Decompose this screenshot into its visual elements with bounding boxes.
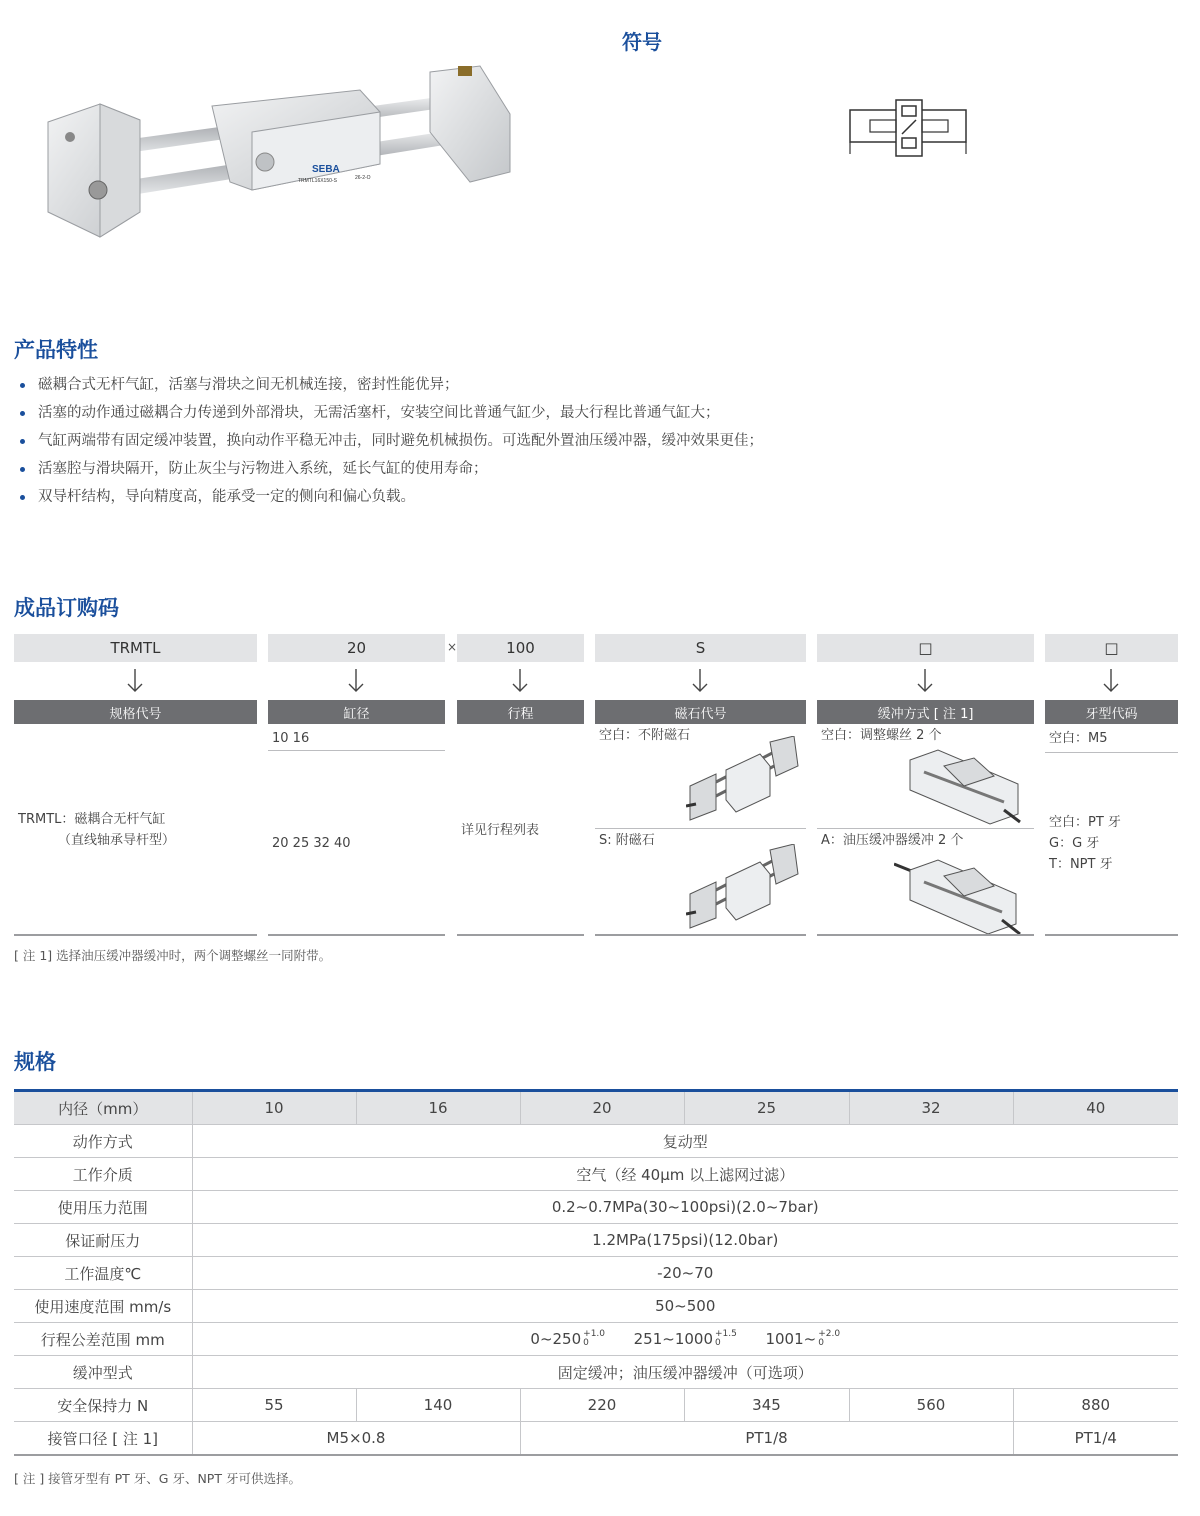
tol-range: 251~1000 xyxy=(633,1329,713,1348)
spec-model-line2: （直线轴承导杆型） xyxy=(58,833,176,848)
arrow-down-icon xyxy=(510,667,530,695)
row-value: 220 xyxy=(520,1389,684,1422)
feature-item: 气缸两端带有固定缓冲装置，换向动作平稳无冲击，同时避免机械损伤。可选配外置油压缓冲器，缓冲效果更佳； xyxy=(14,427,1174,455)
stroke-tolerance-value xyxy=(192,1323,1178,1356)
label-thread: 牙型代码 xyxy=(1045,700,1178,724)
row-value: 1.2MPa(175psi)(12.0bar) xyxy=(192,1224,1178,1257)
code-bore: 20 xyxy=(268,634,445,662)
spec-note: [ 注 ] 接管牙型有 PT 牙、G 牙、NPT 牙可供选择。 xyxy=(14,1471,301,1486)
row-value: 固定缓冲；油压缓冲器缓冲（可选项） xyxy=(192,1356,1178,1389)
cushion-blank: 空白：调整螺丝 2 个 xyxy=(821,728,942,743)
tol-lower: 0 xyxy=(818,1338,824,1349)
row-value: 50~500 xyxy=(192,1290,1178,1323)
tol-lower: 0 xyxy=(583,1338,589,1349)
table-row xyxy=(14,1158,1178,1191)
row-value: 345 xyxy=(684,1389,849,1422)
tol-upper: +1.5 xyxy=(715,1329,737,1340)
arrow-down-icon xyxy=(1101,667,1121,695)
feature-item: 双导杆结构，导向精度高，能承受一定的侧向和偏心负载。 xyxy=(14,483,1174,511)
product-tag-label: 26-2-O xyxy=(355,175,371,181)
code-model: TRMTL xyxy=(14,634,257,662)
label-model: 规格代号 xyxy=(14,700,257,724)
row-value: PT1/8 xyxy=(520,1422,1013,1456)
row-label: 缓冲型式 xyxy=(14,1356,192,1389)
tol-range: 0~250 xyxy=(530,1329,582,1348)
features-title: 产品特性 xyxy=(14,338,98,362)
thread-pt: 空白：PT 牙 xyxy=(1049,815,1121,830)
product-image xyxy=(40,62,530,242)
table-row xyxy=(14,1191,1178,1224)
row-value: M5×0.8 xyxy=(192,1422,520,1456)
code-times: × xyxy=(447,640,458,654)
row-label: 保证耐压力 xyxy=(14,1224,192,1257)
thread-npt: T：NPT 牙 xyxy=(1049,857,1113,872)
spec-header-label: 内径（mm） xyxy=(14,1091,192,1125)
divider xyxy=(817,828,1034,829)
spec-table xyxy=(14,1089,1178,1456)
divider xyxy=(595,828,806,829)
divider xyxy=(268,750,445,751)
magnet-blank: 空白：不附磁石 xyxy=(599,728,691,743)
row-value: -20~70 xyxy=(192,1257,1178,1290)
spec-model-line1: TRMTL：磁耦合无杆气缸 xyxy=(18,812,166,827)
code-stroke: 100 xyxy=(457,634,584,662)
divider xyxy=(817,934,1034,936)
row-label: 工作介质 xyxy=(14,1158,192,1191)
thread-g: G：G 牙 xyxy=(1049,836,1100,851)
table-row xyxy=(14,1323,1178,1356)
row-value: PT1/4 xyxy=(1013,1422,1178,1456)
pneumatic-symbol xyxy=(846,98,970,158)
divider xyxy=(595,934,806,936)
table-row xyxy=(14,1422,1178,1456)
table-row xyxy=(14,1224,1178,1257)
bore-large: 20 25 32 40 xyxy=(272,836,351,851)
feature-item: 活塞腔与滑块隔开，防止灰尘与污物进入系统，延长气缸的使用寿命； xyxy=(14,455,1174,483)
tol-limits xyxy=(715,1330,737,1348)
feature-item: 活塞的动作通过磁耦合力传递到外部滑块，无需活塞杆，安装空间比普通气缸少，最大行程比普通气缸大； xyxy=(14,399,1174,427)
row-label: 工作温度℃ xyxy=(14,1257,192,1290)
cylinder-without-magnet-image xyxy=(686,736,802,824)
spec-title: 规格 xyxy=(14,1050,56,1074)
divider xyxy=(457,934,584,936)
cylinder-with-magnet-image xyxy=(686,844,802,932)
spec-bore: 20 xyxy=(520,1091,684,1125)
row-value: 560 xyxy=(849,1389,1013,1422)
row-value: 复动型 xyxy=(192,1125,1178,1158)
spec-bore: 10 xyxy=(192,1091,356,1125)
row-value: 空气（经 40μm 以上滤网过滤） xyxy=(192,1158,1178,1191)
row-value: 0.2~0.7MPa(30~100psi)(2.0~7bar) xyxy=(192,1191,1178,1224)
label-magnet: 磁石代号 xyxy=(595,700,806,724)
spec-header-row xyxy=(14,1091,1178,1125)
label-cushion: 缓冲方式 [ 注 1] xyxy=(817,700,1034,724)
arrow-down-icon xyxy=(125,667,145,695)
tol-range: 1001~ xyxy=(765,1329,817,1348)
row-label: 动作方式 xyxy=(14,1125,192,1158)
row-value: 880 xyxy=(1013,1389,1178,1422)
product-brand: SEBA xyxy=(312,164,340,175)
label-bore: 缸径 xyxy=(268,700,445,724)
spec-bore: 40 xyxy=(1013,1091,1178,1125)
row-label: 使用速度范围 mm/s xyxy=(14,1290,192,1323)
tol-limits xyxy=(583,1330,605,1348)
product-model-label: TRMTL16X150-S xyxy=(298,178,337,184)
row-label: 使用压力范围 xyxy=(14,1191,192,1224)
bore-small: 10 16 xyxy=(272,731,310,746)
order-code-note: [ 注 1] 选择油压缓冲器缓冲时，两个调整螺丝一同附带。 xyxy=(14,948,332,963)
arrow-down-icon xyxy=(690,667,710,695)
magnet-s: S: 附磁石 xyxy=(599,833,655,848)
row-value: 140 xyxy=(356,1389,520,1422)
divider xyxy=(1045,934,1178,936)
spec-bore: 32 xyxy=(849,1091,1013,1125)
table-row xyxy=(14,1290,1178,1323)
table-row xyxy=(14,1356,1178,1389)
tol-upper: +2.0 xyxy=(818,1329,841,1340)
label-stroke: 行程 xyxy=(457,700,584,724)
cylinder-shock-absorber-image xyxy=(894,850,1024,936)
row-label: 接管口径 [ 注 1] xyxy=(14,1422,192,1456)
code-cushion: □ xyxy=(817,634,1034,662)
thread-small: 空白：M5 xyxy=(1049,731,1108,746)
row-label: 行程公差范围 mm xyxy=(14,1323,192,1356)
tol-lower: 0 xyxy=(715,1338,721,1349)
arrow-down-icon xyxy=(915,667,935,695)
feature-item: 磁耦合式无杆气缸，活塞与滑块之间无机械连接，密封性能优异； xyxy=(14,371,1174,399)
divider xyxy=(268,934,445,936)
cylinder-screw-cushion-image xyxy=(904,740,1024,826)
tol-limits xyxy=(818,1330,840,1348)
spec-bore: 25 xyxy=(684,1091,849,1125)
tol-upper: +1.0 xyxy=(583,1329,606,1340)
table-row xyxy=(14,1257,1178,1290)
code-magnet: S xyxy=(595,634,806,662)
cushion-a: A：油压缓冲器缓冲 2 个 xyxy=(821,833,964,848)
features-list xyxy=(14,371,1174,511)
code-thread: □ xyxy=(1045,634,1178,662)
table-row xyxy=(14,1125,1178,1158)
divider xyxy=(14,934,257,936)
symbol-title: 符号 xyxy=(622,30,662,54)
stroke-text: 详见行程列表 xyxy=(461,823,540,838)
table-row xyxy=(14,1389,1178,1422)
row-label: 安全保持力 N xyxy=(14,1389,192,1422)
arrow-down-icon xyxy=(346,667,366,695)
divider xyxy=(1045,752,1178,753)
spec-bore: 16 xyxy=(356,1091,520,1125)
row-value: 55 xyxy=(192,1389,356,1422)
order-code-title: 成品订购码 xyxy=(14,596,119,620)
